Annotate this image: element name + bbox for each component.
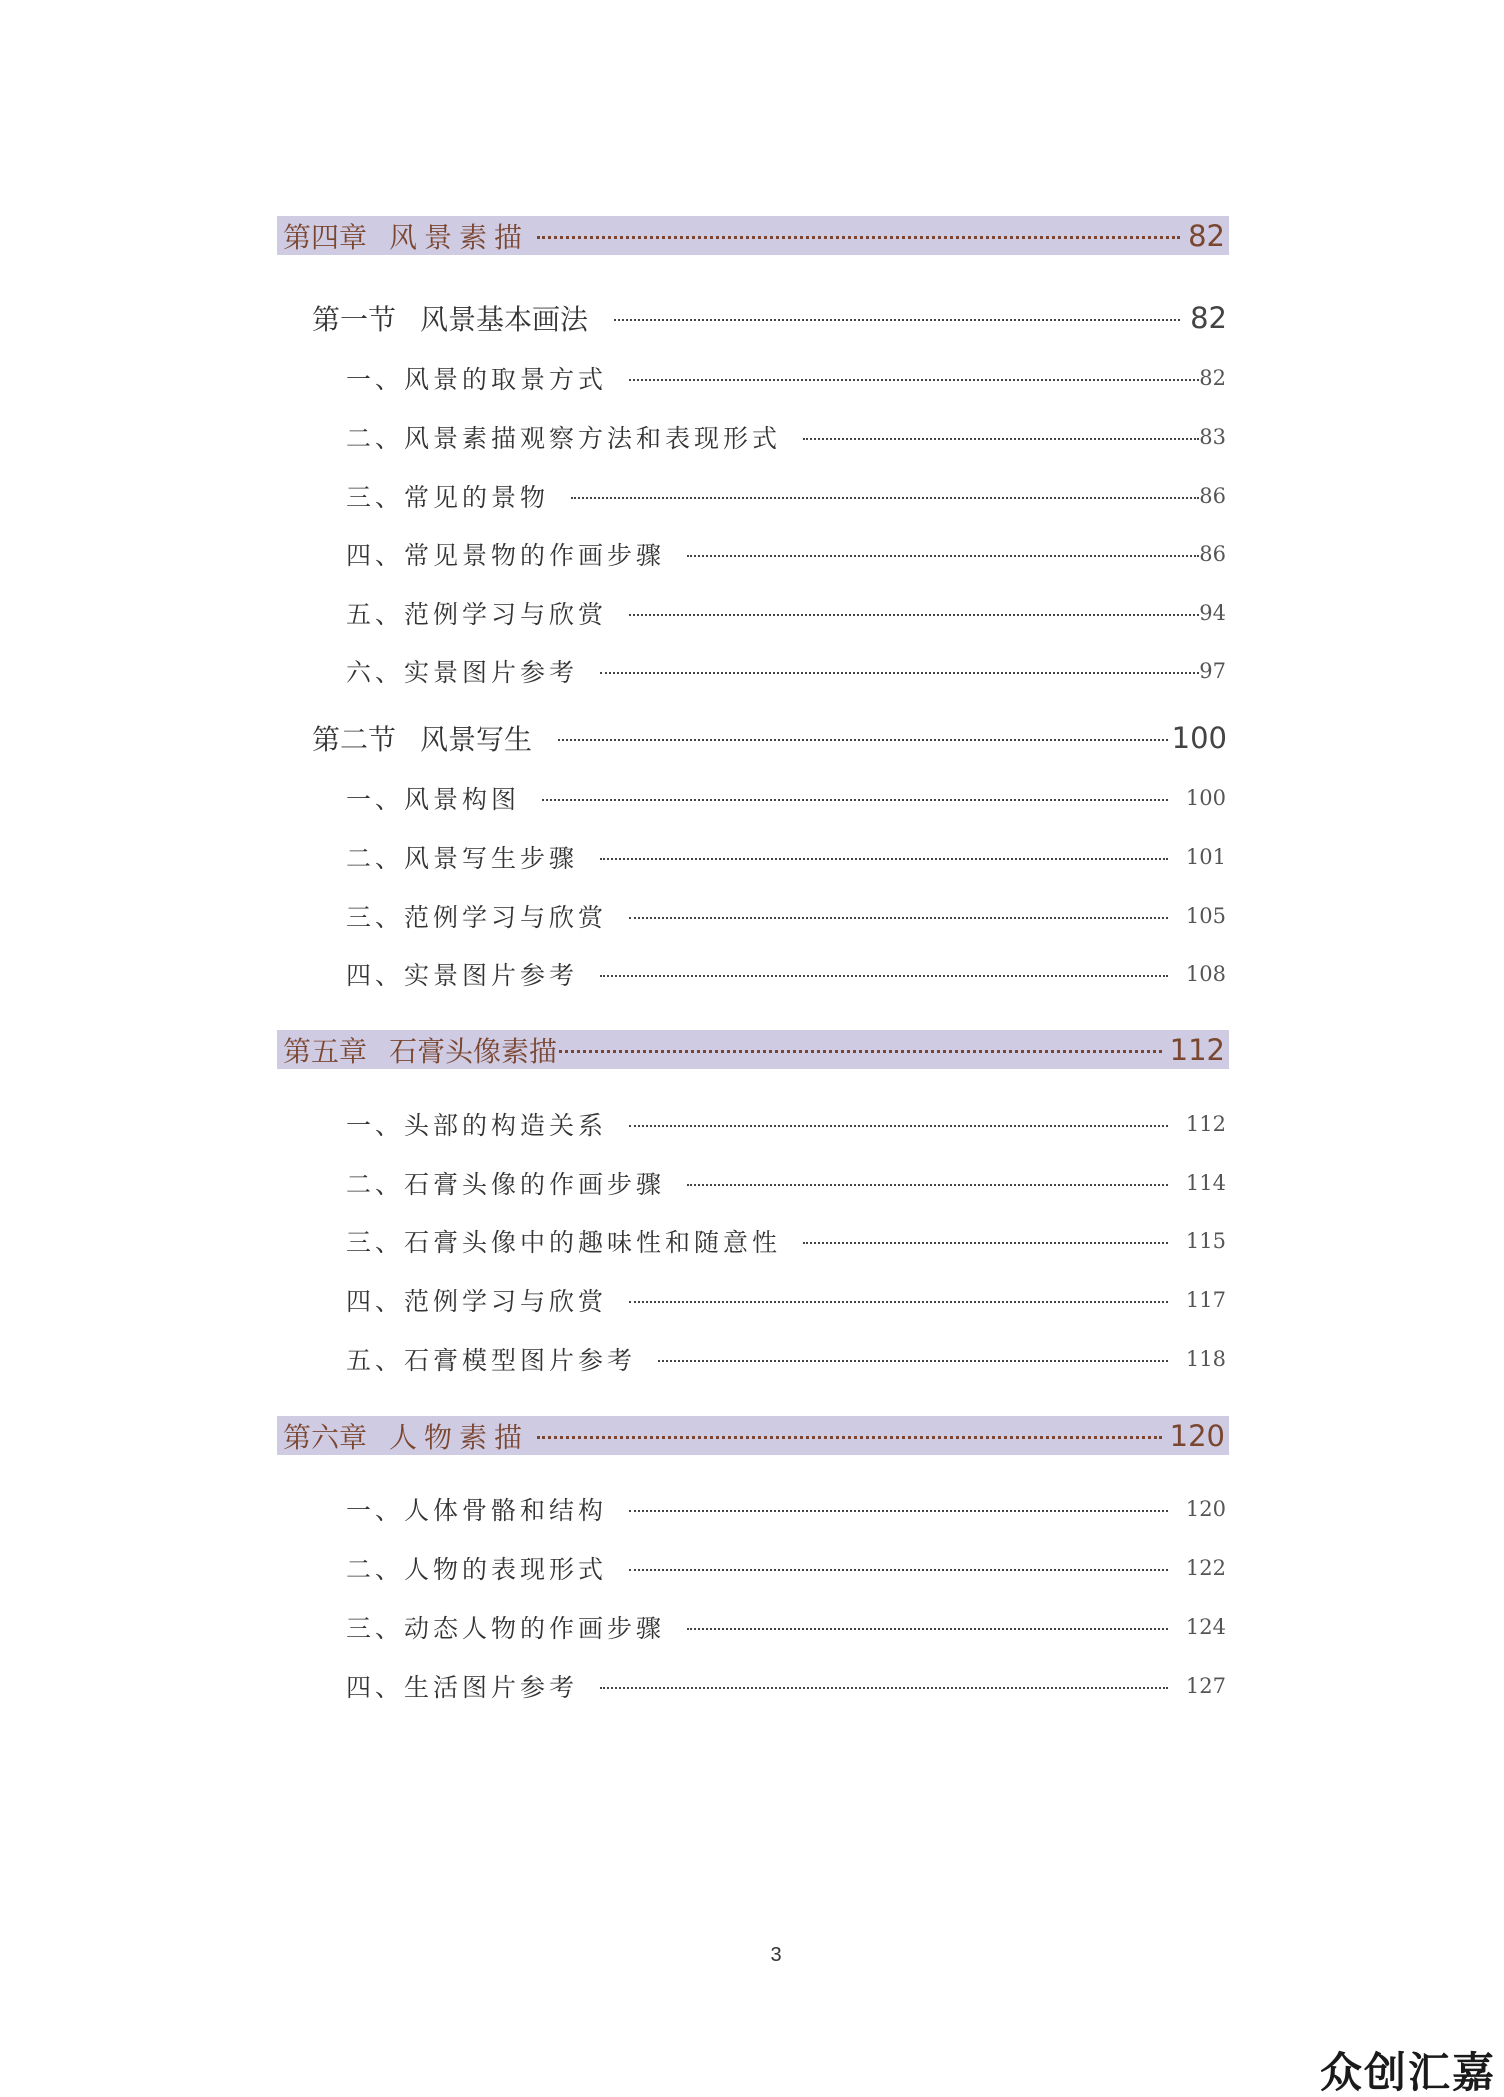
entry-page: 105 bbox=[1185, 904, 1226, 928]
toc-entry[interactable] bbox=[346, 956, 1226, 992]
chapter-title: 人物素描 bbox=[389, 1420, 530, 1454]
entry-label: 一、风景的取景方式 bbox=[346, 365, 608, 394]
dot-leader bbox=[614, 319, 1180, 321]
section-number: 第二节 bbox=[312, 723, 397, 756]
entry-label: 一、人体骨骼和结构 bbox=[346, 1496, 608, 1525]
toc-entry[interactable] bbox=[346, 536, 1226, 572]
chapter-title: 风景素描 bbox=[389, 220, 530, 254]
chapter-heading-5[interactable] bbox=[277, 1030, 1229, 1069]
entry-page: 82 bbox=[1199, 366, 1226, 390]
toc-entry[interactable] bbox=[346, 1341, 1226, 1377]
dot-leader bbox=[629, 1510, 1168, 1512]
entry-label: 二、风景写生步骤 bbox=[346, 844, 579, 873]
toc-entry[interactable] bbox=[346, 653, 1226, 689]
entry-page: 122 bbox=[1185, 1556, 1226, 1580]
entry-label: 三、石膏头像中的趣味性和随意性 bbox=[346, 1228, 782, 1257]
chapter-page: 120 bbox=[1169, 1418, 1225, 1453]
dot-leader bbox=[542, 799, 1168, 801]
entry-label: 三、动态人物的作画步骤 bbox=[346, 1614, 666, 1643]
dot-leader bbox=[687, 1628, 1168, 1630]
toc-entry[interactable] bbox=[346, 898, 1226, 934]
entry-label: 三、常见的景物 bbox=[346, 483, 550, 512]
section-number: 第一节 bbox=[312, 303, 397, 336]
dot-leader bbox=[600, 1687, 1168, 1689]
entry-page: 115 bbox=[1185, 1229, 1226, 1253]
chapter-title: 石膏头像素描 bbox=[389, 1034, 558, 1068]
chapter-heading-6[interactable] bbox=[277, 1416, 1229, 1455]
entry-page: 100 bbox=[1185, 786, 1226, 810]
toc-entry[interactable] bbox=[346, 1106, 1226, 1142]
entry-label: 四、实景图片参考 bbox=[346, 961, 579, 990]
section-heading-1[interactable] bbox=[312, 298, 1227, 338]
dot-leader bbox=[629, 1301, 1168, 1303]
dot-leader bbox=[629, 1569, 1168, 1571]
dot-leader bbox=[629, 379, 1199, 381]
entry-page: 86 bbox=[1199, 542, 1226, 566]
section-page: 82 bbox=[1190, 301, 1227, 335]
chapter-number: 第五章 bbox=[283, 1034, 368, 1068]
toc-entry[interactable] bbox=[346, 1609, 1226, 1645]
entry-page: 118 bbox=[1185, 1347, 1226, 1371]
dot-leader bbox=[687, 555, 1199, 557]
entry-label: 二、人物的表现形式 bbox=[346, 1555, 608, 1584]
entry-label: 一、风景构图 bbox=[346, 785, 521, 814]
entry-label: 四、范例学习与欣赏 bbox=[346, 1287, 608, 1316]
entry-page: 86 bbox=[1199, 484, 1226, 508]
toc-entry[interactable] bbox=[346, 595, 1226, 631]
toc-entry[interactable] bbox=[346, 839, 1226, 875]
toc-entry[interactable] bbox=[346, 1223, 1226, 1259]
dot-leader bbox=[537, 1436, 1162, 1439]
entry-page: 120 bbox=[1185, 1497, 1226, 1521]
chapter-page: 112 bbox=[1169, 1032, 1225, 1067]
entry-page: 97 bbox=[1199, 659, 1226, 683]
entry-page: 117 bbox=[1185, 1288, 1226, 1312]
toc-entry[interactable] bbox=[346, 360, 1226, 396]
page-number: 3 bbox=[770, 1944, 782, 1966]
entry-page: 124 bbox=[1185, 1615, 1226, 1639]
entry-label: 五、范例学习与欣赏 bbox=[346, 600, 608, 629]
entry-page: 112 bbox=[1185, 1112, 1226, 1136]
section-title: 风景基本画法 bbox=[420, 303, 589, 336]
entry-page: 127 bbox=[1185, 1674, 1226, 1698]
toc-entry[interactable] bbox=[346, 1550, 1226, 1586]
entry-label: 一、头部的构造关系 bbox=[346, 1111, 608, 1140]
entry-page: 94 bbox=[1199, 601, 1226, 625]
entry-label: 四、常见景物的作画步骤 bbox=[346, 541, 666, 570]
entry-page: 83 bbox=[1199, 425, 1226, 449]
dot-leader bbox=[600, 858, 1168, 860]
entry-label: 六、实景图片参考 bbox=[346, 658, 579, 687]
chapter-heading-4[interactable] bbox=[277, 216, 1229, 255]
entry-label: 三、范例学习与欣赏 bbox=[346, 903, 608, 932]
dot-leader bbox=[600, 975, 1168, 977]
entry-label: 二、风景素描观察方法和表现形式 bbox=[346, 424, 782, 453]
dot-leader bbox=[658, 1360, 1168, 1362]
entry-label: 五、石膏模型图片参考 bbox=[346, 1346, 637, 1375]
toc-entry[interactable] bbox=[346, 780, 1226, 816]
toc-entry[interactable] bbox=[346, 1282, 1226, 1318]
dot-leader bbox=[559, 1050, 1162, 1053]
dot-leader bbox=[629, 917, 1168, 919]
chapter-number: 第四章 bbox=[283, 220, 368, 254]
toc-entry[interactable] bbox=[346, 1668, 1226, 1704]
dot-leader bbox=[687, 1184, 1168, 1186]
watermark-logo: 众创汇嘉 bbox=[1319, 2048, 1496, 2097]
dot-leader bbox=[629, 614, 1199, 616]
entry-page: 114 bbox=[1185, 1171, 1226, 1195]
entry-label: 四、生活图片参考 bbox=[346, 1673, 579, 1702]
dot-leader bbox=[629, 1125, 1168, 1127]
toc-entry[interactable] bbox=[346, 1491, 1226, 1527]
toc-entry[interactable] bbox=[346, 419, 1226, 455]
dot-leader bbox=[537, 236, 1180, 239]
entry-page: 101 bbox=[1185, 845, 1226, 869]
section-heading-2[interactable] bbox=[312, 718, 1227, 758]
section-page: 100 bbox=[1171, 721, 1227, 755]
dot-leader bbox=[600, 672, 1199, 674]
toc-entry[interactable] bbox=[346, 478, 1226, 514]
dot-leader bbox=[558, 739, 1168, 741]
entry-label: 二、石膏头像的作画步骤 bbox=[346, 1170, 666, 1199]
dot-leader bbox=[803, 438, 1199, 440]
entry-page: 108 bbox=[1185, 962, 1226, 986]
section-title: 风景写生 bbox=[420, 723, 533, 756]
chapter-number: 第六章 bbox=[283, 1420, 368, 1454]
chapter-page: 82 bbox=[1188, 218, 1225, 253]
toc-entry[interactable] bbox=[346, 1165, 1226, 1201]
dot-leader bbox=[803, 1242, 1168, 1244]
dot-leader bbox=[571, 497, 1199, 499]
